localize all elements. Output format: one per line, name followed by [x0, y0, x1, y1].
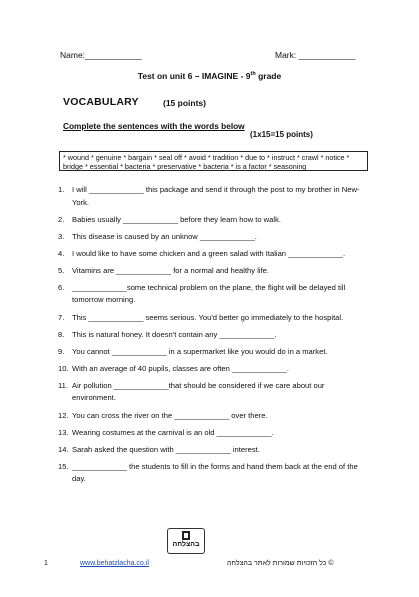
question-list: [58, 184, 368, 490]
question-item: [58, 282, 368, 307]
question-item: [58, 184, 368, 209]
question-text[interactable]: Babies usually _____________ before they learn how to walk.: [72, 214, 281, 224]
section-heading: VOCABULARY: [63, 96, 139, 108]
instruction-text: Complete the sentences with the words below: [63, 121, 245, 131]
question-text[interactable]: This is natural honey. It doesn't contain any _____________.: [72, 329, 277, 339]
question-item: [58, 444, 368, 457]
question-text[interactable]: _____________some technical problem on the plane, the flight will be delayed till tomorrow morning.: [72, 282, 346, 305]
test-title-sup: th: [250, 71, 256, 78]
question-text[interactable]: I would like to have some chicken and a green salad with Italian _____________.: [72, 248, 346, 258]
question-text[interactable]: This _____________ seems serious. You'd better go immediately to the hospital.: [72, 312, 344, 322]
question-text[interactable]: Wearing costumes at the carnival is an old _____________.: [72, 427, 274, 437]
question-number: 14.: [58, 444, 69, 454]
word-bank-box: * wound * genuine * bargain * seal off * avoid * tradition * due to * instruct * crawl * notice * bridge * essential * bacteria * preservative * bacteria * is a factor * seasoning: [59, 151, 368, 171]
test-title-tail: grade: [255, 71, 282, 81]
question-text[interactable]: Air pollution _____________that should be considered if we care about our environment.: [72, 380, 325, 403]
question-text[interactable]: I will _____________ this package and send it through the post to my brother in New-York.: [72, 185, 360, 207]
question-item: [58, 265, 368, 278]
question-number: 11.: [58, 380, 68, 390]
question-item: [58, 380, 368, 405]
site-logo: [167, 528, 205, 554]
section-points: (15 points): [163, 98, 206, 108]
question-item: [58, 461, 368, 486]
logo-text: בהצלחה: [172, 541, 200, 548]
question-number: 13.: [58, 427, 69, 437]
question-number: 7.: [58, 312, 65, 322]
question-item: [58, 231, 368, 244]
question-number: 9.: [58, 346, 65, 356]
question-item: [58, 346, 368, 359]
question-item: [58, 363, 368, 376]
question-text[interactable]: _____________ the students to fill in the forms and hand them back at the end of the day.: [72, 461, 358, 484]
page-number: 1: [44, 560, 48, 567]
question-text[interactable]: You cannot _____________ in a supermarket like you would do in a market.: [72, 346, 328, 356]
name-field[interactable]: Name:____________: [60, 50, 142, 60]
question-number: 6.: [58, 282, 65, 292]
question-number: 5.: [58, 265, 65, 275]
test-title-main: Test on unit 6 – IMAGINE - 9: [137, 71, 251, 81]
instruction-points: (1x15=15 points): [250, 130, 313, 139]
question-text[interactable]: Sarah asked the question with _____________ interest.: [72, 444, 260, 454]
question-number: 15.: [58, 461, 69, 471]
question-item: [58, 248, 368, 261]
question-item: [58, 410, 368, 423]
question-number: 10.: [58, 363, 69, 373]
site-link[interactable]: www.behatzlacha.co.il: [80, 560, 149, 567]
question-number: 2.: [58, 214, 65, 224]
test-title: [0, 71, 419, 81]
question-number: 3.: [58, 231, 65, 241]
question-item: [58, 312, 368, 325]
mark-field[interactable]: Mark: ____________: [275, 50, 356, 60]
question-text[interactable]: Vitamins are _____________ for a normal and healthy life.: [72, 265, 270, 275]
question-text[interactable]: You can cross the river on the _____________ over there.: [72, 410, 268, 420]
question-number: 8.: [58, 329, 65, 339]
copyright-notice: כל הזכויות שמורות לאתר בהצלחה ©: [227, 560, 334, 567]
question-number: 1.: [58, 185, 65, 194]
question-item: [58, 427, 368, 440]
question-item: [58, 214, 368, 227]
question-number: 12.: [58, 410, 69, 420]
question-text[interactable]: This disease is caused by an unknow _____________.: [72, 231, 257, 241]
question-number: 4.: [58, 248, 65, 258]
question-item: [58, 329, 368, 342]
question-text[interactable]: With an average of 40 pupils, classes are often _____________.: [72, 363, 289, 373]
